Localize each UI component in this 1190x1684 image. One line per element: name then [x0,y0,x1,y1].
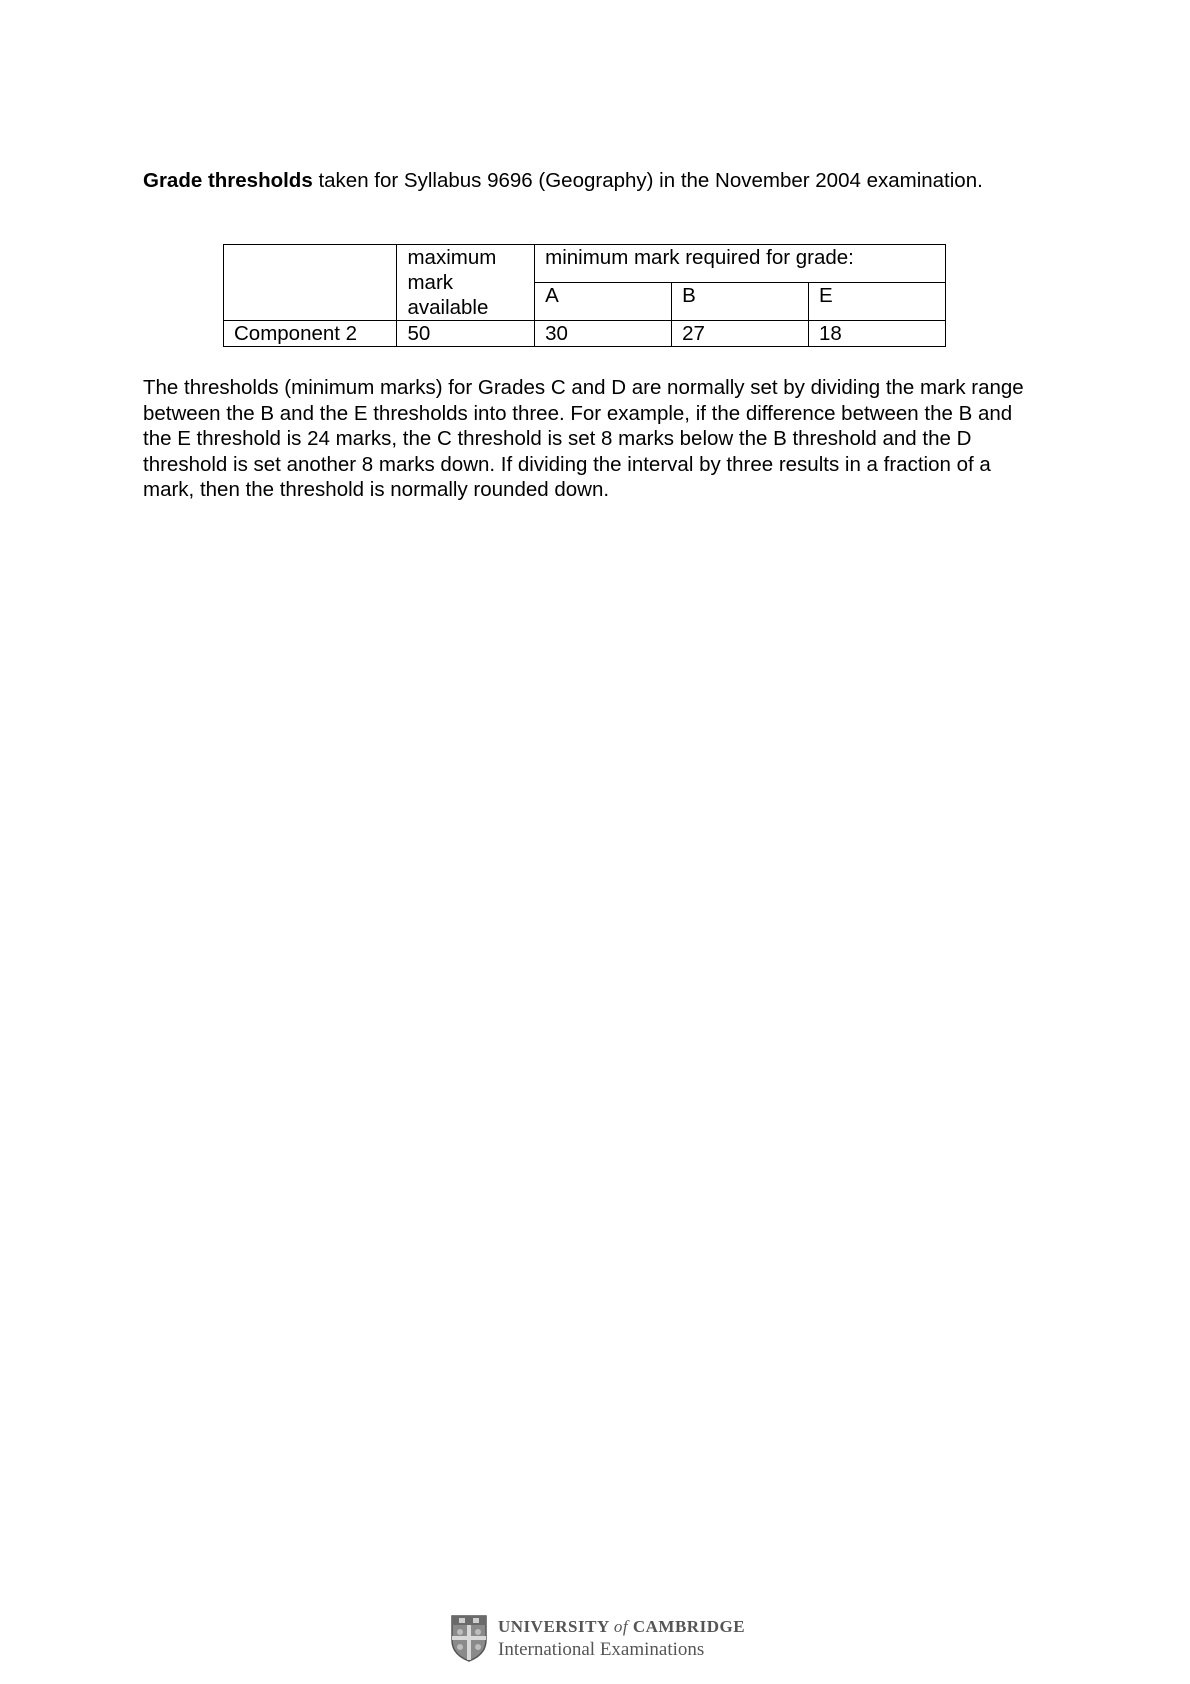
intro-paragraph [143,168,1023,194]
logo-text [498,1615,745,1661]
grade-header-e: E [809,283,946,321]
max-mark-value: 50 [397,321,535,347]
explanation-paragraph: The thresholds (minimum marks) for Grades C and D are normally set by dividing the mark range between the B and the E thresholds into three. For example, if the difference between the B and the E threshold is 24 marks, the C threshold is set 8 marks below the B threshold and the D threshold is set another 8 marks down. If dividing the interval by three results in a fraction of a mark, then the threshold is normally rounded down. [143,376,1024,501]
grade-header-a: A [535,283,672,321]
logo-international-examinations: International Examinations [498,1639,705,1660]
table-row [224,321,946,347]
header-max-mark: maximum mark available [397,245,535,321]
grade-header-b: B [672,283,809,321]
logo-university-word: UNIVERSITY [498,1617,610,1636]
header-empty-cell [224,245,397,321]
logo-of-word: of [613,1617,629,1636]
intro-bold-lead: Grade thresholds [143,169,313,192]
grade-e-value: 18 [809,321,946,347]
grade-a-value: 30 [535,321,672,347]
logo-university-line [498,1615,745,1638]
cambridge-logo [450,1613,770,1663]
table-header-row [224,245,946,283]
cambridge-crest-icon [450,1614,488,1662]
grade-thresholds-table [223,244,946,347]
grade-b-value: 27 [672,321,809,347]
logo-cambridge-word: CAMBRIDGE [632,1617,746,1636]
header-min-mark-group: minimum mark required for grade: [535,245,946,283]
intro-text: taken for Syllabus 9696 (Geography) in the November 2004 examination. [312,169,983,192]
component-name: Component 2 [224,321,397,347]
